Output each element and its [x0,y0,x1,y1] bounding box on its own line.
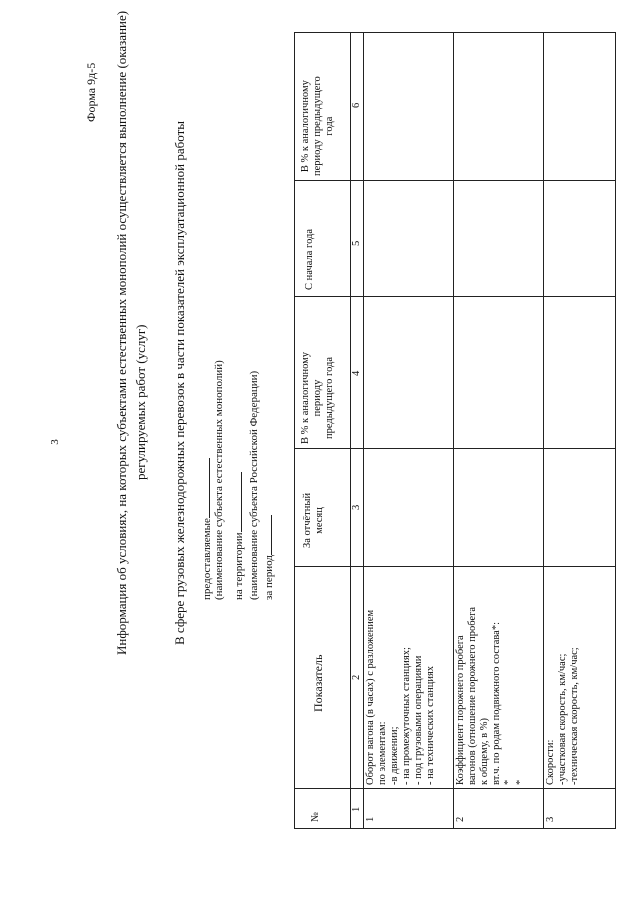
header-col-6: В % к аналогичному периоду предыдущего года [300,76,335,176]
colnum-4: 4 [351,370,362,376]
provided-hint: (наименование субъекта естественных монополий) [213,360,225,600]
territory-hint: (наименование субъекта Российской Федерации) [248,370,260,600]
row-3-indicator: Скорости: -участковая скорость, км/час; -техническая скорость, км/час; [545,647,580,785]
colnum-2: 2 [351,674,362,680]
document-title: Информация об условиях, на которых субъектами естественных монополий осуществляется выполнение (оказание) [114,10,129,655]
row-1-indicator: Оборот вагона (в часах) с разложением по элементам: -в движении; - на промежуточных станциях; - под грузовыми операциями - на технических станциях [365,609,436,785]
provided-label: предоставляемые [201,458,213,600]
page-number: 3 [48,439,61,445]
row-2-num: 2 [455,816,466,822]
colnum-1: 1 [351,806,362,812]
header-col-5: С начала года [304,228,315,290]
header-col-1: № [310,811,321,822]
header-col-2: Показатель [311,654,325,712]
colnum-3: 3 [351,504,362,510]
header-col-3: За отчётный месяц [302,492,325,548]
document-title-line2: регулируемых работ (услуг) [133,324,148,480]
document-subtitle: В сфере грузовых железнодорожных перевозок в части показателей эксплуатационной работы [172,120,187,645]
period-label: за период [263,515,275,600]
row-1-num: 1 [365,816,376,822]
colnum-5: 5 [351,240,362,246]
header-col-4: В % к аналогичному периоду предыдущего года [300,351,335,444]
colnum-6: 6 [351,102,362,108]
row-2-indicator: Коэффициент порожнего пробега вагонов (отношение порожнего пробега к общему, в %) вт.ч. по родам подвижного состава*: * * [455,606,526,785]
row-3-num: 3 [545,816,556,822]
form-label: Форма 9д-5 [84,62,98,122]
territory-label: на территории [233,472,245,600]
